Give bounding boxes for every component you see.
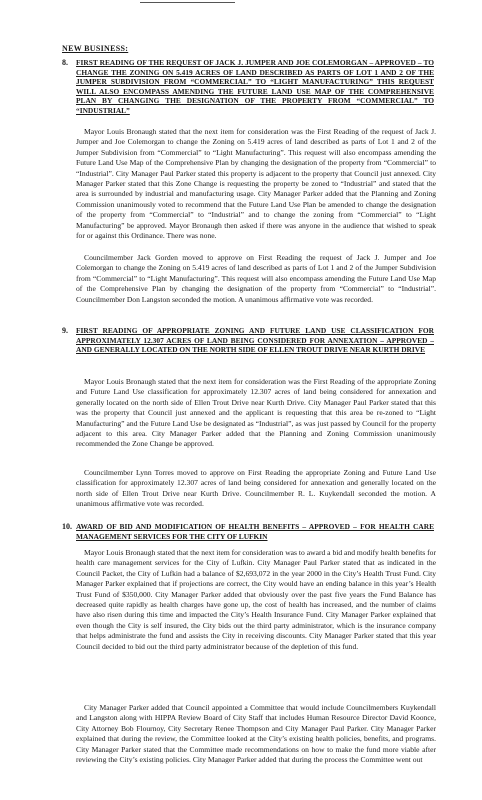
paragraph: Councilmember Jack Gorden moved to approve on First Reading the request of Jack J. Jumper and Joe Colemorgan to change the Zoning on 5.419 acres of land described as parts of Lot 1 and 2 of the Jumper Subdivision from “Commercial” to “Light Manufacturing”. This request will also encompass amending the Future Land Use Map of the Comprehensive Plan by changing the designation of the property from “Commercial” to “Industrial”. Councilmember Don Langston seconded the motion. A unanimous affirmative vote was recorded. bbox=[76, 253, 436, 304]
item-number: 10. bbox=[62, 522, 72, 531]
item-title: FIRST READING OF APPROPRIATE ZONING AND FUTURE LAND USE CLASSIFICATION FOR APPROXIMATELY 12.307 ACRES OF LAND BEING CONSIDERED FOR ANNEXATION – APPROVED – AND GENERALLY LOCATED ON THE NORTH SIDE OF ELLEN TROUT DRIVE NEAR KURTH DRIVE bbox=[76, 326, 434, 355]
item-number: 9. bbox=[62, 326, 68, 335]
paragraph: Mayor Louis Bronaugh stated that the next item for consideration was to award a bid and modify health benefits for health care management services for the City of Lufkin. City Manager Paul Parker stated that as indicated in the Council Packet, the City of Lufkin had a balance of $2,693,072 in the year 2000 in the City’s Health Trust Fund. City Manager Parker explained that if projections are correct, the City would have an ending balance in this year’s Health Trust Fund of $350,000. City Manager Parker added that obviously over the past five years the Fund Balance has decreased quite rapidly as health charges have gone up, the cost of health has increased, and the number of claims have also risen during this time and impacted the City’s Health Insurance Fund. City Manager Parker explained that even though the City is self insured, the City bids out the third party administrator, which is the insurance company that helps administrate the fund and assists the City in receiving discounts. City Manager Parker stated that this year Council decided to bid out the third party administrator because of the depletion of this fund. bbox=[76, 548, 436, 651]
paragraph: Mayor Louis Bronaugh stated that the next item for consideration was the First Reading of the appropriate Zoning and Future Land Use classification for approximately 12.307 acres of land being considered for annexation and generally located on the north side of Ellen Trout Drive near Kurth Drive. City Manager Paul Parker stated that this was the property that Council just annexed and the applicant is requesting that this area be re-zoned to “Light Manufacturing” and the Future Land Use be designated as “Industrial”, as was just passed by Council for the property adjacent to this area. City Manager Parker added that the Planning and Zoning Commission unanimously recommended the Zone Change be approved. bbox=[76, 377, 436, 449]
agenda-item-10 bbox=[62, 522, 434, 541]
paragraph: Mayor Louis Bronaugh stated that the next item for consideration was the First Reading of the request of Jack J. Jumper and Joe Colemorgan to change the Zoning on 5.419 acres of land described as parts of Lot 1 and 2 of the Jumper Subdivision from “Commercial” to “Light Manufacturing”. This request will also encompass amending the Future Land Use Map of the Comprehensive Plan by changing the designation of the property from “Commercial” to “Industrial”. City Manager Paul Parker stated this property is adjacent to the property that Council just annexed. City Manager Parker stated that this Zone Change is requesting the property be zoned to “Industrial” and stated that the area is surrounded by industrial and manufacturing usage. City Manager Parker added that the Planning and Zoning Commission unanimously voted to recommend that the Future Land Use Plan be amended to change the designation of the property from “Commercial” to “Industrial” and to change the zoning from “Commercial” to “Light Manufacturing” be approved. Mayor Bronaugh then asked if there was anyone in the audience that wished to speak for or against this Ordinance. There was none. bbox=[76, 127, 436, 241]
paragraph: City Manager Parker added that Council appointed a Committee that would include Councilmembers Kuykendall and Langston along with HIPPA Review Board of City Staff that includes Human Resource Director David Koonce, City Attorney Bob Flournoy, City Secretary Renee Thompson and City Manager Paul Parker. City Manager Parker explained that during the review, the Committee looked at the City’s existing health policies, benefits, and programs. City Manager Parker stated that the Committee made recommendations on how to make the fund more viable after reviewing the City’s existing policies. City Manager Parker added that during the process the Committee went out bbox=[76, 703, 436, 765]
agenda-item-9 bbox=[62, 326, 434, 355]
item-number: 8. bbox=[62, 58, 68, 67]
agenda-item-8 bbox=[62, 58, 434, 116]
page-top-rule bbox=[140, 0, 235, 3]
item-title: AWARD OF BID AND MODIFICATION OF HEALTH BENEFITS – APPROVED – FOR HEALTH CARE MANAGEMENT SERVICES FOR THE CITY OF LUFKIN bbox=[76, 522, 434, 541]
section-heading: NEW BUSINESS: bbox=[62, 44, 129, 53]
item-title: FIRST READING OF THE REQUEST OF JACK J. JUMPER AND JOE COLEMORGAN – APPROVED – TO CHANGE THE ZONING ON 5.419 ACRES OF LAND DESCRIBED AS PARTS OF LOT 1 AND 2 OF THE JUMPER SUBDIVISION FROM “COMMERCIAL” TO “LIGHT MANUFACTURING” THIS REQUEST WILL ALSO ENCOMPASS AMENDING THE FUTURE LAND USE MAP OF THE COMPREHENSIVE PLAN BY CHANGING THE DESIGNATION OF THE PROPERTY FROM “COMMERCIAL” TO “INDUSTRIAL” bbox=[76, 58, 434, 115]
paragraph: Councilmember Lynn Torres moved to approve on First Reading the appropriate Zoning and Future Land Use classification for approximately 12.307 acres of land being considered for annexation and generally located on the north side of Ellen Trout Drive near Kurth Drive. Councilmember R. L. Kuykendall seconded the motion. A unanimous affirmative vote was recorded. bbox=[76, 468, 436, 509]
